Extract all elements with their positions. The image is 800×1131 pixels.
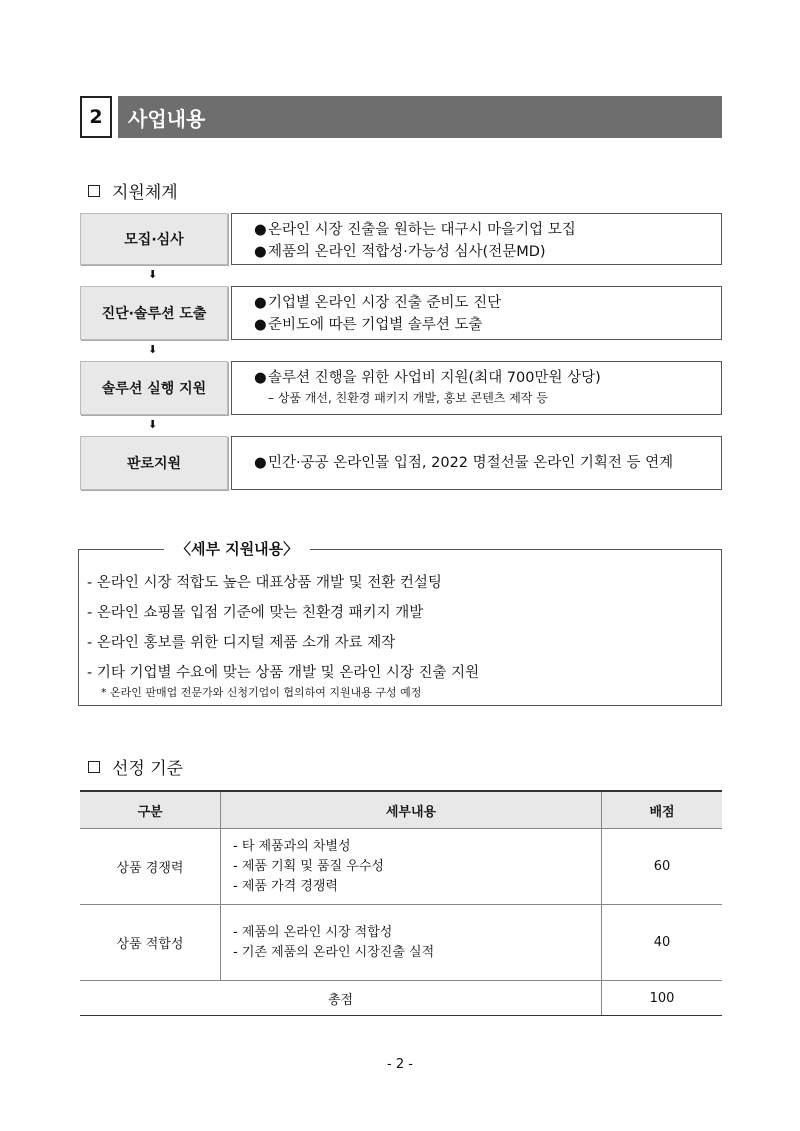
criteria-heading-text: 선정 기준 — [112, 759, 184, 779]
flow-step-3-label: 솔루션 실행 지원 — [80, 361, 228, 415]
support-heading — [88, 178, 178, 203]
table-row — [80, 905, 722, 981]
checkbox-icon — [88, 761, 100, 773]
flow-bullet: ● 준비도에 따른 기업별 솔루션 도출 — [254, 317, 483, 333]
support-heading-text: 지원체계 — [112, 183, 178, 203]
section-number: 2 — [80, 96, 112, 138]
category-cell: 상품 적합성 — [80, 905, 221, 981]
flow-step-2-content — [231, 286, 722, 340]
flow-bullet: ● 제품의 온라인 적합성·가능성 심사(전문MD) — [254, 244, 546, 260]
details-cell: - 타 제품과의 차별성 - 제품 기획 및 품질 우수성 - 제품 가격 경쟁력 — [221, 829, 602, 905]
total-row — [80, 981, 722, 1016]
flow-step-4-label: 판로지원 — [80, 436, 228, 490]
column-header: 구분 — [80, 791, 221, 829]
section-title: 사업내용 — [118, 96, 722, 138]
table-header-row — [80, 791, 722, 829]
checkbox-icon — [88, 185, 100, 197]
flow-bullet: ● 솔루션 진행을 위한 사업비 지원(최대 700만원 상당) — [254, 370, 601, 386]
category-cell: 상품 경쟁력 — [80, 829, 221, 905]
detail-note: * 온라인 판매업 전문가와 신청기업이 협의하여 지원내용 구성 예정 — [101, 686, 422, 699]
flow-sub-item: – 상품 개선, 친환경 패키지 개발, 홍보 콘텐츠 제작 등 — [268, 391, 548, 405]
detail-list — [87, 568, 479, 688]
list-item: - 온라인 쇼핑몰 입점 기준에 맞는 친환경 패키지 개발 — [87, 605, 424, 621]
flow-bullet: ● 기업별 온라인 시장 진출 준비도 진단 — [254, 295, 502, 311]
criteria-table — [80, 790, 722, 1016]
score-cell: 60 — [602, 829, 723, 905]
total-label: 총점 — [80, 981, 602, 1016]
flow-step-3-content — [231, 361, 722, 415]
list-item: - 온라인 홍보를 위한 디지털 제품 소개 자료 제작 — [87, 635, 396, 651]
section-header — [80, 96, 722, 138]
detail-support-box — [78, 540, 722, 706]
list-item: - 기타 기업별 수요에 맞는 상품 개발 및 온라인 시장 진출 지원 — [87, 665, 480, 681]
page-number: - 2 - — [387, 1057, 413, 1072]
flow-step-2-label: 진단·솔루션 도출 — [80, 286, 228, 340]
down-arrow-icon: ⬇ — [148, 418, 158, 431]
details-cell: - 제품의 온라인 시장 적합성 - 기존 제품의 온라인 시장진출 실적 — [221, 905, 602, 981]
flow-step-1-label: 모집·심사 — [80, 213, 228, 265]
flow-step-4-content — [231, 436, 722, 490]
flow-bullet: ● 온라인 시장 진출을 원하는 대구시 마을기업 모집 — [254, 222, 576, 238]
flow-step-1-content — [231, 213, 722, 265]
score-cell: 40 — [602, 905, 723, 981]
criteria-heading — [88, 754, 183, 779]
total-score: 100 — [602, 981, 723, 1016]
flow-bullet: ● 민간·공공 온라인몰 입점, 2022 명절선물 온라인 기획전 등 연계 — [254, 455, 674, 471]
column-header: 세부내용 — [221, 791, 602, 829]
detail-title: 〈세부 지원내용〉 — [164, 538, 310, 559]
down-arrow-icon: ⬇ — [148, 268, 158, 281]
list-item: - 온라인 시장 적합도 높은 대표상품 개발 및 전환 컨설팅 — [87, 575, 442, 591]
table-row — [80, 829, 722, 905]
column-header: 배점 — [602, 791, 723, 829]
down-arrow-icon: ⬇ — [148, 343, 158, 356]
